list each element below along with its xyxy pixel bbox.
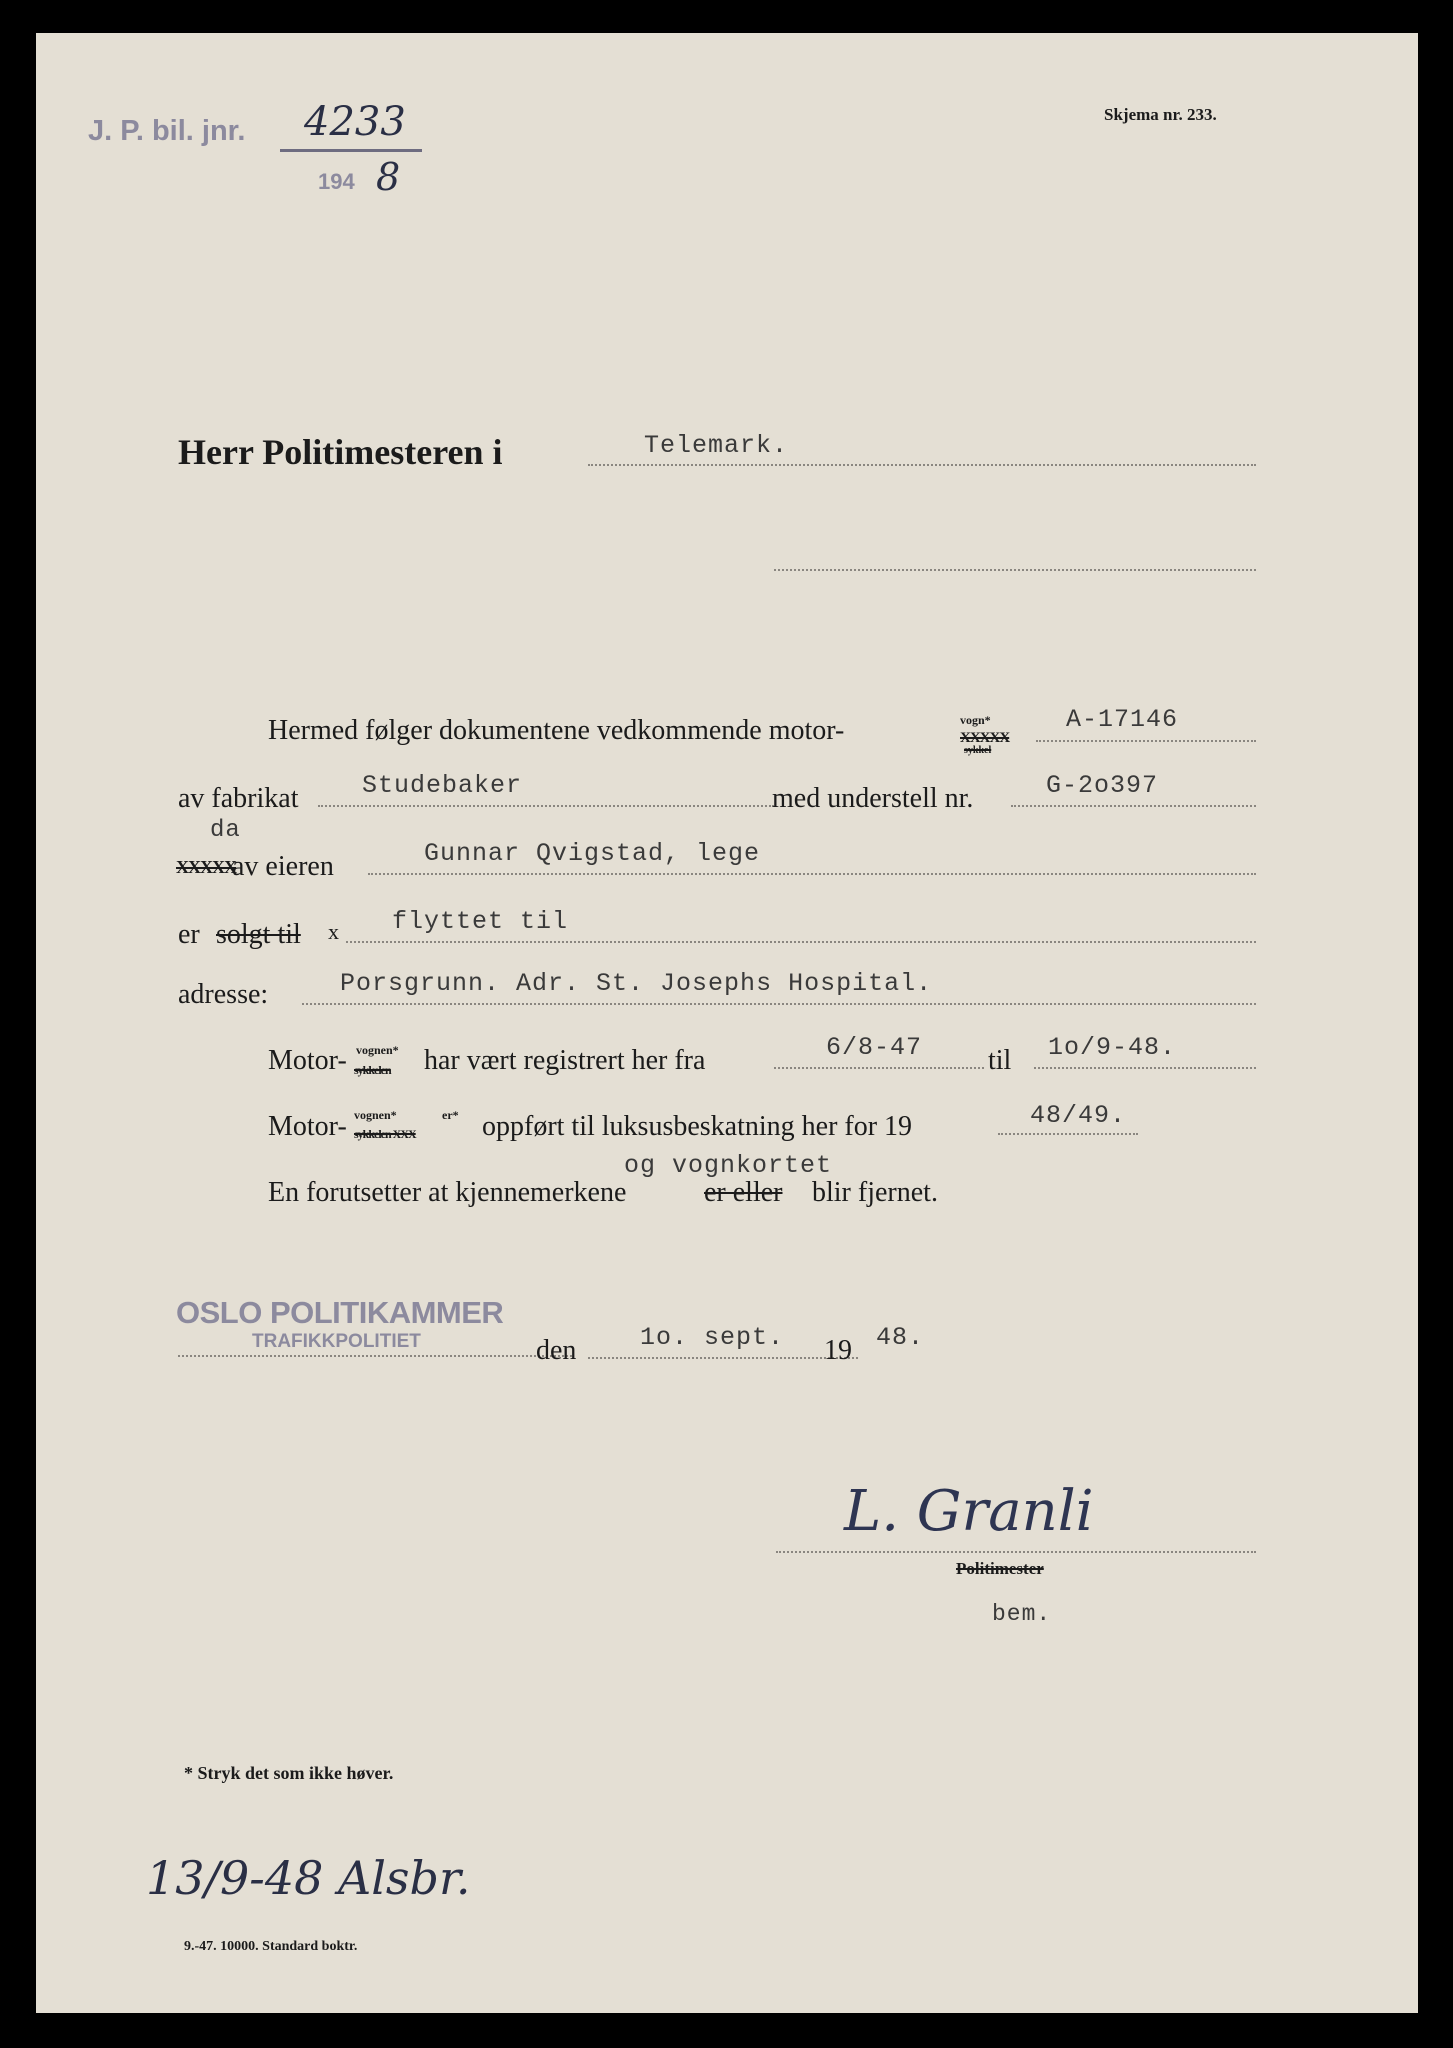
sold-line bbox=[346, 941, 1256, 943]
sold-struck: solgt til bbox=[216, 919, 301, 950]
reg-to-line bbox=[1034, 1067, 1256, 1069]
reg-struck: sykkelen bbox=[354, 1063, 391, 1077]
chassis-line bbox=[1011, 805, 1256, 807]
den-label: den bbox=[536, 1335, 577, 1366]
journal-year-prefix: 194 bbox=[318, 169, 355, 194]
line1-sup-struck: sykkel bbox=[964, 745, 992, 756]
date-year: 48. bbox=[876, 1323, 925, 1352]
registration-number: A-17146 bbox=[1066, 705, 1179, 734]
lux-label-b: oppført til luksusbeskatning her for 19 bbox=[482, 1111, 913, 1142]
journal-number-line bbox=[280, 149, 422, 152]
address-line bbox=[302, 1003, 1256, 1005]
footnote: * Stryk det som ikke høver. bbox=[184, 1763, 394, 1783]
journal-stamp-label: J. P. bil. jnr. bbox=[88, 115, 246, 147]
signature-line bbox=[776, 1551, 1256, 1553]
reg-from-line bbox=[774, 1067, 984, 1069]
date-year-prefix: 19 bbox=[824, 1335, 852, 1366]
chassis-value: G-2o397 bbox=[1046, 771, 1159, 800]
sold-x: x bbox=[328, 919, 339, 944]
signature-title: Politimester bbox=[956, 1559, 1044, 1578]
reg-label-a: Motor- bbox=[268, 1045, 347, 1076]
addressee-line bbox=[588, 464, 1256, 466]
handwritten-note: 13/9-48 Alsbr. bbox=[146, 1851, 471, 1905]
sold-value: flyttet til bbox=[392, 907, 569, 936]
fabrikat-value: Studebaker bbox=[362, 771, 523, 800]
document-page bbox=[36, 33, 1418, 2013]
owner-struck: XXXXX bbox=[176, 857, 236, 877]
owner-inserted: da bbox=[210, 817, 241, 844]
address-label: adresse: bbox=[178, 979, 269, 1010]
addressee-line-2 bbox=[774, 569, 1256, 571]
reg-sup: vognen* bbox=[356, 1043, 399, 1057]
owner-label: av eieren bbox=[232, 851, 334, 882]
addressee-district: Telemark. bbox=[644, 431, 789, 460]
line1-struck: XXXXX bbox=[960, 730, 1010, 746]
plates-inserted: og vognkortet bbox=[624, 1151, 833, 1180]
lux-struck: sykkelen XXX bbox=[354, 1127, 416, 1141]
reg-til-label: til bbox=[988, 1045, 1012, 1076]
printer-line: 9.-47. 10000. Standard boktr. bbox=[184, 1939, 358, 1954]
line1-text: Hermed følger dokumentene vedkommende motor- bbox=[268, 715, 845, 746]
place-line bbox=[178, 1355, 572, 1357]
lux-years: 48/49. bbox=[1030, 1101, 1127, 1130]
reg-from: 6/8-47 bbox=[826, 1033, 923, 1062]
addressee-label: Herr Politimesteren i bbox=[178, 432, 503, 472]
chassis-label: med understell nr. bbox=[772, 783, 974, 814]
lux-label-a: Motor- bbox=[268, 1111, 347, 1142]
form-number: Skjema nr. 233. bbox=[1104, 105, 1217, 124]
fabrikat-line bbox=[318, 805, 774, 807]
lux-years-line bbox=[998, 1133, 1138, 1135]
reg-label-b: har vært registrert her fra bbox=[424, 1045, 706, 1076]
signature: L. Granli bbox=[844, 1479, 1094, 1544]
lux-sup-2: er* bbox=[442, 1108, 459, 1122]
fabrikat-label: av fabrikat bbox=[178, 783, 299, 814]
lux-sup-1: vognen* bbox=[354, 1108, 397, 1122]
line1-sup-kept: vogn* bbox=[960, 713, 991, 727]
address-value: Porsgrunn. Adr. St. Josephs Hospital. bbox=[340, 969, 933, 998]
journal-number: 4233 bbox=[304, 99, 406, 145]
plates-label-a: En forutsetter at kjennemerkene bbox=[268, 1177, 627, 1208]
police-stamp-line1: OSLO POLITIKAMMER bbox=[176, 1295, 504, 1330]
sold-label: er bbox=[178, 919, 200, 950]
journal-year: 8 bbox=[376, 155, 401, 199]
owner-line bbox=[368, 873, 1256, 875]
date-value: 1o. sept. bbox=[640, 1323, 785, 1352]
plates-struck: er eller bbox=[704, 1177, 783, 1208]
date-line bbox=[588, 1357, 858, 1359]
signature-initials: bem. bbox=[992, 1601, 1052, 1627]
reg-to: 1o/9-48. bbox=[1048, 1033, 1177, 1062]
owner-value: Gunnar Qvigstad, lege bbox=[424, 839, 761, 868]
registration-line bbox=[1036, 740, 1256, 742]
plates-label-b: blir fjernet. bbox=[812, 1177, 938, 1208]
police-stamp-line2: TRAFIKKPOLITIET bbox=[252, 1331, 421, 1352]
